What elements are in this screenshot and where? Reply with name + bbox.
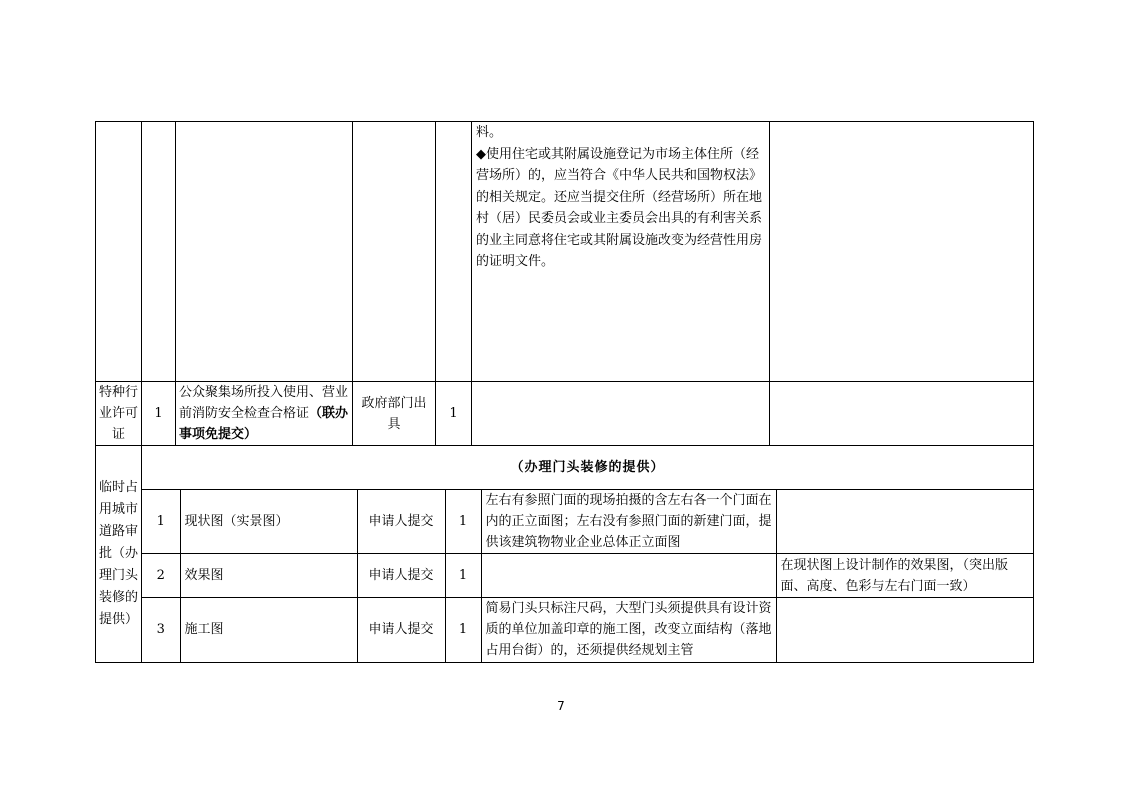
count-cell: 1 xyxy=(445,598,481,662)
count-cell xyxy=(436,122,472,382)
material-text: 公众聚集场所投入使用、营业前消防安全检查合格证 xyxy=(179,385,349,421)
remark-cell xyxy=(776,490,1034,554)
material-cell: 施工图 xyxy=(180,598,357,662)
no-cell xyxy=(142,122,176,382)
requirement-cell xyxy=(481,554,776,598)
requirement-cell xyxy=(472,382,770,446)
section-heading: （办理门头装修的提供） xyxy=(142,446,1034,490)
materials-table-upper xyxy=(95,121,1034,446)
section-category-cell: 临时占用城市道路审批（办理门头装修的提供） xyxy=(96,446,142,663)
section-body-cell xyxy=(142,490,1034,663)
source-cell: 申请人提交 xyxy=(357,490,445,554)
source-cell: 申请人提交 xyxy=(357,598,445,662)
source-cell: 申请人提交 xyxy=(357,554,445,598)
no-cell: 1 xyxy=(142,490,180,554)
category-cell: 特种行业许可证 xyxy=(96,382,142,446)
material-cell: 现状图（实景图） xyxy=(180,490,357,554)
no-cell: 2 xyxy=(142,554,180,598)
material-cell xyxy=(176,382,353,446)
material-note-bold: （联办事项免提交） xyxy=(179,406,349,442)
count-cell: 1 xyxy=(445,490,481,554)
table-row xyxy=(142,490,1034,554)
count-cell: 1 xyxy=(436,382,472,446)
requirement-cell: 简易门头只标注尺码，大型门头须提供具有设计资质的单位加盖印章的施工图，改变立面结构（落地占用台街）的，还须提供经规划主管 xyxy=(481,598,776,662)
section-rows-table xyxy=(142,490,1034,662)
materials-table-lower xyxy=(95,445,1034,663)
no-cell: 1 xyxy=(142,382,176,446)
remark-cell xyxy=(770,122,1034,382)
remark-cell xyxy=(776,598,1034,662)
section-header-row xyxy=(96,446,1034,490)
count-cell: 1 xyxy=(445,554,481,598)
remark-cell xyxy=(770,382,1034,446)
table-row xyxy=(142,598,1034,662)
remark-cell: 在现状图上设计制作的效果图，（突出版面、高度、色彩与左右门面一致） xyxy=(776,554,1034,598)
material-cell: 效果图 xyxy=(180,554,357,598)
requirement-cell: 左右有参照门面的现场拍摄的含左右各一个门面在内的正立面图；左右没有参照门面的新建门面，提供该建筑物物业企业总体正立面图 xyxy=(481,490,776,554)
no-cell: 3 xyxy=(142,598,180,662)
table-row xyxy=(96,122,1034,382)
table-row xyxy=(96,382,1034,446)
material-cell xyxy=(176,122,353,382)
requirement-cell: 料。 ◆使用住宅或其附属设施登记为市场主体住所（经营场所）的，应当符合《中华人民共和国物权法》的相关规定。还应当提交住所（经营场所）所在地村（居）民委员会或业主委员会出具的有利害关系的业主同意将住宅或其附属设施改变为经营性用房的证明文件。 xyxy=(472,122,770,382)
source-cell xyxy=(353,122,436,382)
source-cell: 政府部门出具 xyxy=(353,382,436,446)
category-cell xyxy=(96,122,142,382)
table-row xyxy=(142,554,1034,598)
page-number: 7 xyxy=(557,699,565,713)
section-body-row xyxy=(96,490,1034,663)
